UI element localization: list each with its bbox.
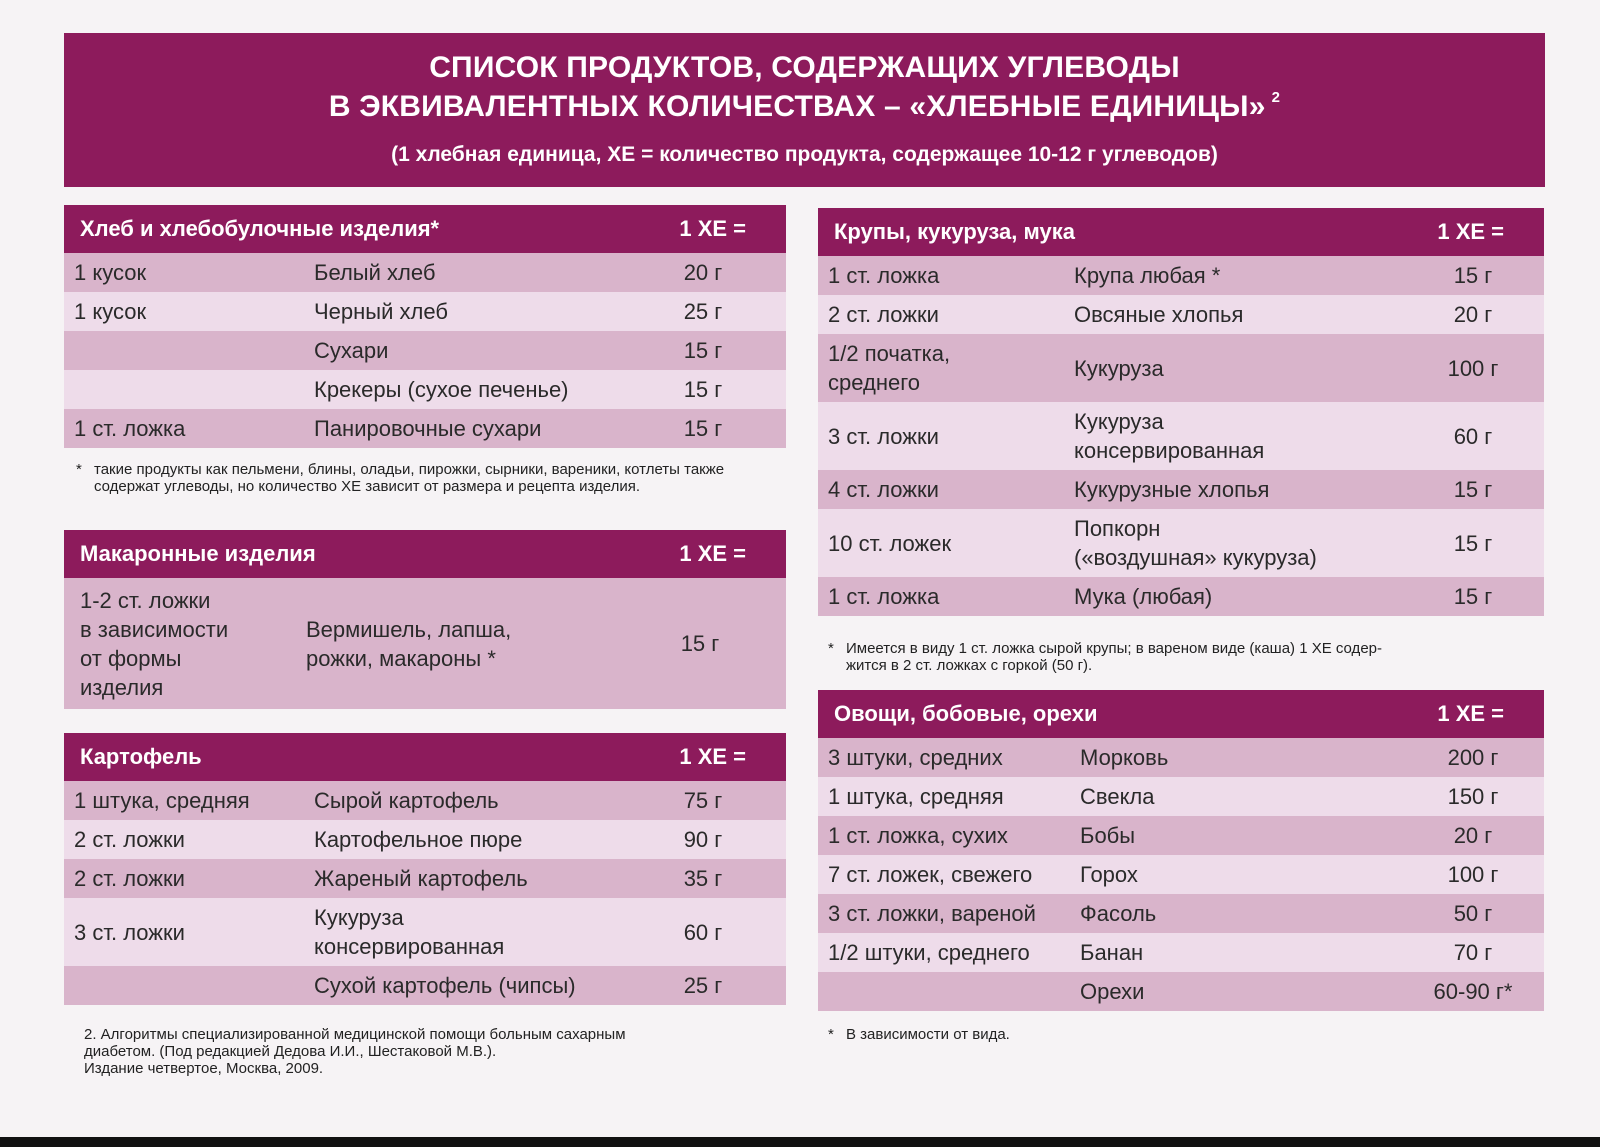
product-cell: Белый хлеб: [314, 260, 436, 285]
reference-line: Издание четвертое, Москва, 2009.: [84, 1060, 324, 1077]
table-row: [64, 820, 786, 859]
qty-cell: 2 ст. ложки: [74, 827, 185, 852]
table-row: [64, 781, 786, 820]
product-line: рожки, макароны *: [306, 645, 496, 671]
footnote-mark: *: [828, 640, 834, 657]
product-cell: Фасоль: [1080, 901, 1157, 926]
product-line: Кукуруза: [314, 905, 404, 930]
reference-line: диабетом. (Под редакцией Дедова И.И., Шестаковой М.В.).: [84, 1043, 497, 1060]
amount-cell: 15 г: [1453, 477, 1493, 502]
product-cell: Кукурузные хлопья: [1074, 477, 1270, 502]
qty-cell: 3 штуки, средних: [828, 745, 1003, 770]
footnote-text: В зависимости от вида.: [846, 1026, 1010, 1043]
reference-line: 2. Алгоритмы специализированной медицинской помощи больным сахарным: [84, 1026, 626, 1043]
table-row: [64, 331, 786, 370]
section-header: [64, 530, 786, 578]
product-cell: Мука (любая): [1074, 584, 1213, 609]
table-row: [818, 816, 1544, 855]
qty-line: среднего: [828, 370, 920, 395]
footnote-text: такие продукты как пельмени, блины, оладьи, пирожки, сырники, вареники, котлеты также содержат углеводы, но количество ХЕ зависит от размера и рецепта изделия.: [94, 461, 725, 495]
section-title: Овощи, бобовые, орехи: [834, 701, 1098, 726]
section-header: [64, 205, 786, 253]
qty-cell: 2 ст. ложки: [828, 302, 939, 327]
table-row: [818, 855, 1544, 894]
product-line: Попкорн: [1074, 516, 1161, 541]
qty-cell: [818, 339, 1074, 397]
product-cell: Черный хлеб: [314, 299, 448, 324]
product-line: («воздушная» кукуруза): [1074, 545, 1317, 570]
table-row: [818, 738, 1544, 777]
section-bread: [64, 205, 786, 448]
page-subtitle: (1 хлебная единица, ХЕ = количество продукта, содержащее 10-12 г углеводов): [391, 143, 1218, 166]
qty-cell: 1 штука, средняя: [74, 788, 250, 813]
product-line: Кукуруза: [1074, 409, 1164, 434]
footnote-grains: [828, 640, 1544, 674]
product-cell: Сырой картофель: [314, 788, 499, 813]
qty-line: изделия: [80, 674, 164, 700]
table-row: [64, 292, 786, 331]
qty-cell: 1 ст. ложка: [828, 263, 940, 288]
product-line: консервированная: [1074, 438, 1265, 463]
xe-label: 1 ХЕ =: [1437, 219, 1504, 244]
section-header: [64, 733, 786, 781]
product-line: консервированная: [314, 934, 505, 959]
page-title-line2: [64, 89, 1545, 124]
qty-cell: 7 ст. ложек, свежего: [828, 862, 1033, 887]
table-row: [64, 253, 786, 292]
section-grains: [818, 208, 1544, 616]
amount-cell: 75 г: [683, 788, 723, 813]
qty-cell: [64, 586, 306, 702]
product-cell: [1074, 514, 1412, 572]
section-title: Макаронные изделия: [80, 541, 316, 566]
amount-cell: 15 г: [683, 338, 723, 363]
amount-cell: 25 г: [683, 973, 723, 998]
xe-label: 1 ХЕ =: [679, 541, 746, 566]
qty-line: от формы: [80, 645, 182, 671]
table-row: [818, 933, 1544, 972]
qty-cell: 3 ст. ложки: [74, 919, 185, 945]
qty-cell: 4 ст. ложки: [828, 477, 939, 502]
section-vegetables: [818, 690, 1544, 1011]
amount-cell: 15 г: [1453, 584, 1493, 609]
qty-cell: 1 штука, средняя: [828, 784, 1004, 809]
product-cell: Орехи: [1080, 979, 1145, 1004]
amount-cell: 50 г: [1453, 901, 1493, 926]
table-row: [64, 859, 786, 898]
product-cell: [1074, 407, 1412, 465]
product-cell: [306, 615, 646, 673]
page-title-line1: СПИСОК ПРОДУКТОВ, СОДЕРЖАЩИХ УГЛЕВОДЫ: [429, 51, 1180, 84]
product-cell: Овсяные хлопья: [1074, 302, 1244, 327]
product-cell: Свекла: [1080, 784, 1155, 809]
table-row: [818, 972, 1544, 1011]
product-cell: Жареный картофель: [314, 866, 528, 891]
table-row: [818, 256, 1544, 295]
qty-cell: 3 ст. ложки: [828, 423, 939, 449]
qty-cell: 3 ст. ложки, вареной: [828, 901, 1036, 926]
reference-mark: 2: [1271, 89, 1281, 106]
section-title: Крупы, кукуруза, мука: [834, 219, 1075, 244]
amount-cell: 100 г: [1447, 862, 1499, 887]
footnote-mark: *: [76, 461, 82, 478]
qty-cell: 2 ст. ложки: [74, 866, 185, 891]
section-pasta: [64, 530, 786, 709]
product-cell: [314, 903, 654, 961]
amount-cell: 60 г: [1453, 423, 1493, 449]
table-row: [818, 509, 1544, 577]
amount-cell: 60 г: [683, 919, 723, 945]
product-line: Вермишель, лапша,: [306, 616, 512, 642]
xe-label: 1 ХЕ =: [679, 216, 746, 241]
qty-cell: 1 кусок: [74, 299, 147, 324]
product-cell: Картофельное пюре: [314, 827, 523, 852]
amount-cell: 15 г: [680, 631, 720, 656]
qty-cell: 1 ст. ложка, сухих: [828, 823, 1008, 848]
amount-cell: 60-90 г*: [1433, 979, 1513, 1004]
product-cell: Крупа любая *: [1074, 263, 1221, 288]
section-title: Хлеб и хлебобулочные изделия*: [80, 216, 440, 241]
table-row: [64, 966, 786, 1005]
product-cell: Морковь: [1080, 745, 1169, 770]
section-header: [818, 690, 1544, 738]
amount-cell: 15 г: [683, 416, 723, 441]
amount-cell: 20 г: [1453, 302, 1493, 327]
reference-note: [84, 1026, 784, 1077]
amount-cell: 15 г: [1453, 530, 1493, 556]
product-cell: Кукуруза: [1074, 355, 1164, 381]
table-row: [818, 470, 1544, 509]
product-cell: Сухари: [314, 338, 389, 363]
xe-label: 1 ХЕ =: [1437, 701, 1504, 726]
table-row: [818, 894, 1544, 933]
amount-cell: 70 г: [1453, 940, 1493, 965]
footnote-line: жится в 2 ст. ложках с горкой (50 г).: [846, 657, 1093, 674]
qty-line: 1-2 ст. ложки: [80, 587, 211, 613]
footnote-vegetables: [828, 1026, 1228, 1043]
table-row: [818, 402, 1544, 470]
qty-line: 1/2 початка,: [828, 341, 951, 366]
table-row: [64, 409, 786, 448]
qty-cell: 10 ст. ложек: [828, 530, 952, 556]
product-cell: Панировочные сухари: [314, 416, 542, 441]
qty-cell: 1 ст. ложка: [828, 584, 940, 609]
section-potato: [64, 733, 786, 1005]
footnote-mark: *: [828, 1026, 834, 1043]
amount-cell: 15 г: [1453, 263, 1493, 288]
footnote-bread: [76, 461, 786, 495]
section-title: Картофель: [80, 744, 202, 769]
amount-cell: 150 г: [1447, 784, 1499, 809]
qty-cell: 1 кусок: [74, 260, 147, 285]
amount-cell: 20 г: [1453, 823, 1493, 848]
amount-cell: 35 г: [683, 866, 723, 891]
page-title-line2-text: В ЭКВИВАЛЕНТНЫХ КОЛИЧЕСТВАХ – «ХЛЕБНЫЕ ЕДИНИЦЫ»: [328, 90, 1266, 123]
table-row: [818, 577, 1544, 616]
table-row: [64, 370, 786, 409]
qty-line: в зависимости: [80, 616, 229, 642]
table-row: [64, 898, 786, 966]
table-row: [64, 578, 786, 709]
amount-cell: 20 г: [683, 260, 723, 285]
amount-cell: 100 г: [1447, 355, 1499, 381]
qty-cell: 1 ст. ложка: [74, 416, 186, 441]
amount-cell: 25 г: [683, 299, 723, 324]
product-cell: Горох: [1080, 862, 1138, 887]
product-cell: Крекеры (сухое печенье): [314, 377, 569, 402]
product-cell: Банан: [1080, 940, 1144, 965]
scan-edge: [0, 1137, 1600, 1147]
table-row: [818, 777, 1544, 816]
qty-cell: 1/2 штуки, среднего: [828, 940, 1030, 965]
product-cell: Бобы: [1080, 823, 1136, 848]
amount-cell: 200 г: [1447, 745, 1499, 770]
footnote-line: Имеется в виду 1 ст. ложка сырой крупы; в вареном виде (каша) 1 ХЕ содер-: [846, 640, 1382, 657]
product-cell: Сухой картофель (чипсы): [314, 973, 576, 998]
amount-cell: 15 г: [683, 377, 723, 402]
xe-label: 1 ХЕ =: [679, 744, 746, 769]
table-row: [818, 295, 1544, 334]
page-header: [64, 33, 1545, 187]
table-row: [818, 334, 1544, 402]
amount-cell: 90 г: [683, 827, 723, 852]
section-header: [818, 208, 1544, 256]
